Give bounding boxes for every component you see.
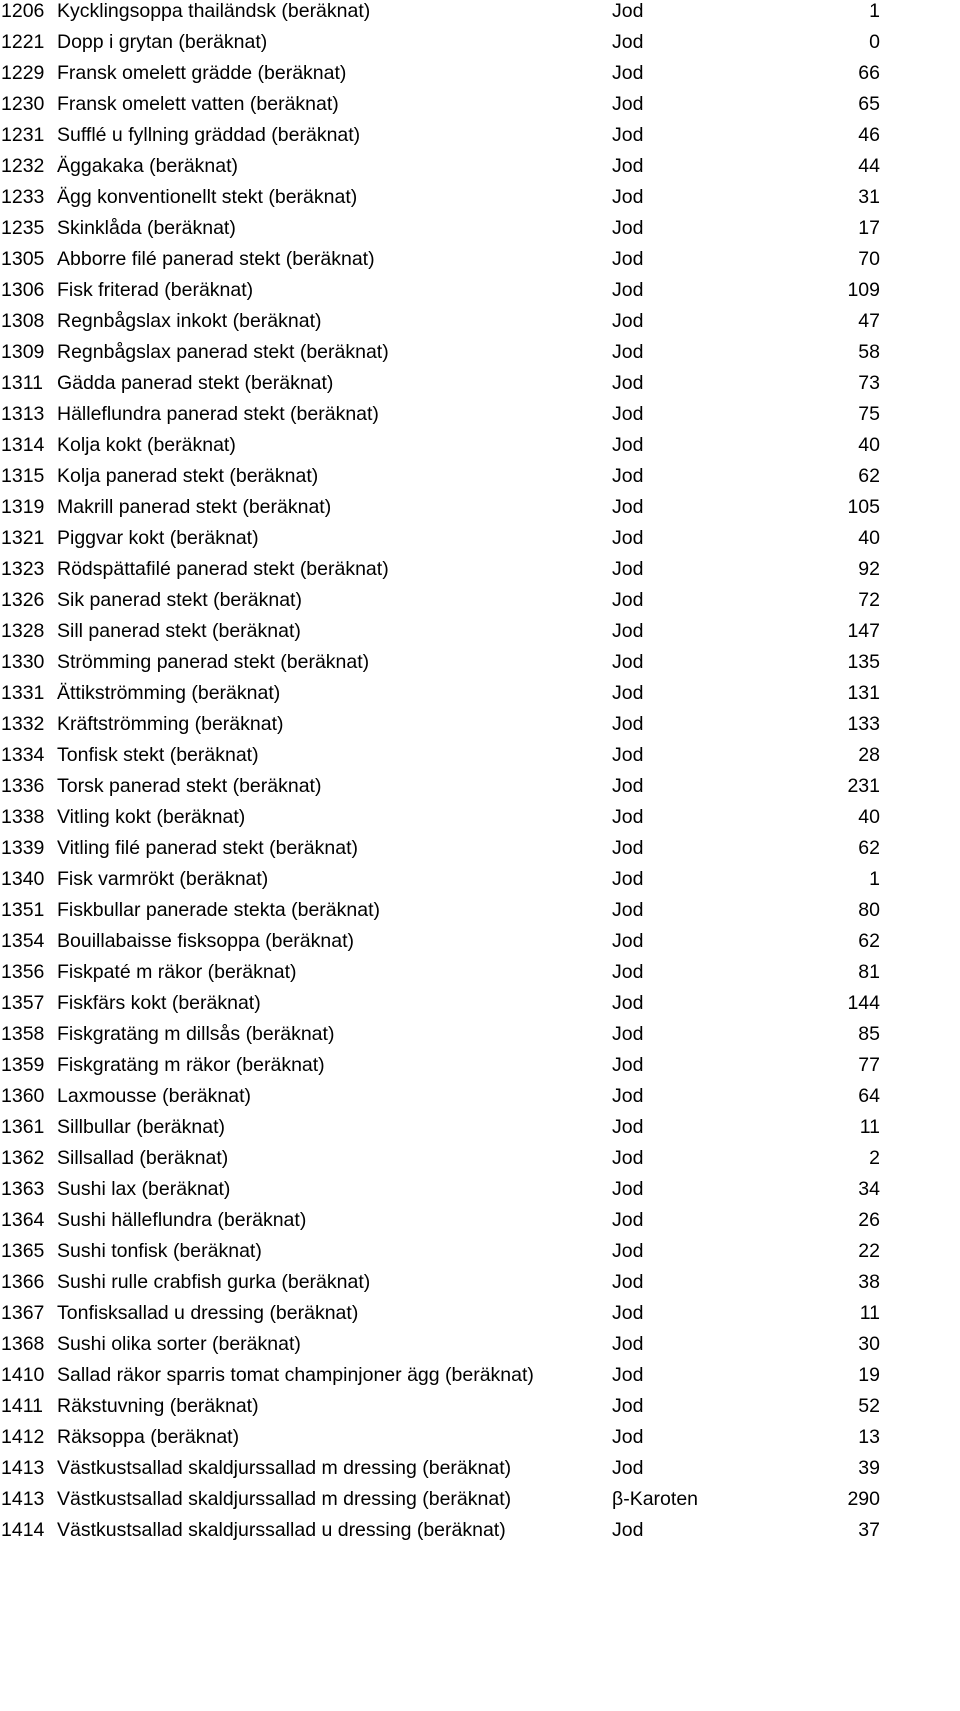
- food-name: Ägg konventionellt stekt (beräknat): [57, 186, 358, 208]
- nutrient-value: 70: [858, 248, 880, 270]
- food-code: 1206: [1, 0, 45, 22]
- nutrient-name: Jod: [612, 1240, 644, 1262]
- food-name: Sushi tonfisk (beräknat): [57, 1240, 262, 1262]
- food-name: Regnbågslax panerad stekt (beräknat): [57, 341, 389, 363]
- table-row: [0, 217, 960, 248]
- nutrient-name: Jod: [612, 1085, 644, 1107]
- food-code: 1309: [1, 341, 45, 363]
- food-code: 1340: [1, 868, 45, 890]
- food-name: Sushi olika sorter (beräknat): [57, 1333, 301, 1355]
- nutrient-name: Jod: [612, 1395, 644, 1417]
- nutrient-name: Jod: [612, 992, 644, 1014]
- nutrient-name: Jod: [612, 961, 644, 983]
- table-row: [0, 434, 960, 465]
- food-code: 1356: [1, 961, 45, 983]
- food-code: 1305: [1, 248, 45, 270]
- table-row: [0, 186, 960, 217]
- food-name: Kycklingsoppa thailändsk (beräknat): [57, 0, 371, 22]
- food-name: Vitling kokt (beräknat): [57, 806, 246, 828]
- nutrient-value: 39: [858, 1457, 880, 1479]
- table-row: [0, 775, 960, 806]
- table-row: [0, 1519, 960, 1550]
- nutrient-name: Jod: [612, 806, 644, 828]
- food-code: 1306: [1, 279, 45, 301]
- food-name: Regnbågslax inkokt (beräknat): [57, 310, 322, 332]
- food-name: Sillbullar (beräknat): [57, 1116, 225, 1138]
- food-code: 1358: [1, 1023, 45, 1045]
- food-code: 1362: [1, 1147, 45, 1169]
- food-name: Skinklåda (beräknat): [57, 217, 236, 239]
- nutrient-value: 73: [858, 372, 880, 394]
- table-row: [0, 279, 960, 310]
- food-code: 1410: [1, 1364, 45, 1386]
- food-code: 1354: [1, 930, 45, 952]
- food-name: Kolja panerad stekt (beräknat): [57, 465, 319, 487]
- nutrient-value: 30: [858, 1333, 880, 1355]
- nutrient-name: Jod: [612, 62, 644, 84]
- nutrient-value: 85: [858, 1023, 880, 1045]
- food-code: 1368: [1, 1333, 45, 1355]
- food-name: Sallad räkor sparris tomat champinjoner ägg (beräknat): [57, 1364, 534, 1386]
- table-row: [0, 558, 960, 589]
- nutrient-name: Jod: [612, 248, 644, 270]
- table-row: [0, 930, 960, 961]
- nutrient-name: Jod: [612, 217, 644, 239]
- nutrient-name: Jod: [612, 1426, 644, 1448]
- food-code: 1413: [1, 1488, 45, 1510]
- nutrient-name: Jod: [612, 1147, 644, 1169]
- food-name: Fransk omelett grädde (beräknat): [57, 62, 347, 84]
- food-code: 1314: [1, 434, 45, 456]
- nutrient-name: Jod: [612, 930, 644, 952]
- food-code: 1328: [1, 620, 45, 642]
- table-row: [0, 1457, 960, 1488]
- nutrient-name: Jod: [612, 744, 644, 766]
- food-code: 1334: [1, 744, 45, 766]
- table-row: [0, 806, 960, 837]
- nutrient-value: 2: [869, 1147, 880, 1169]
- food-name: Kolja kokt (beräknat): [57, 434, 236, 456]
- nutrient-name: Jod: [612, 868, 644, 890]
- food-code: 1357: [1, 992, 45, 1014]
- food-name: Västkustsallad skaldjurssallad m dressing (beräknat): [57, 1457, 512, 1479]
- nutrient-value: 109: [847, 279, 880, 301]
- nutrient-name: Jod: [612, 341, 644, 363]
- food-code: 1235: [1, 217, 45, 239]
- food-name: Fisk friterad (beräknat): [57, 279, 254, 301]
- table-row: [0, 1364, 960, 1395]
- table-row: [0, 899, 960, 930]
- nutrient-value: 28: [858, 744, 880, 766]
- nutrient-value: 290: [847, 1488, 880, 1510]
- food-name: Dopp i grytan (beräknat): [57, 31, 268, 53]
- food-name: Ättikströmming (beräknat): [57, 682, 281, 704]
- table-row: [0, 1488, 960, 1519]
- table-row: [0, 868, 960, 899]
- food-name: Fiskgratäng m räkor (beräknat): [57, 1054, 325, 1076]
- nutrient-name: Jod: [612, 1271, 644, 1293]
- nutrient-name: Jod: [612, 899, 644, 921]
- table-row: [0, 248, 960, 279]
- food-code: 1360: [1, 1085, 45, 1107]
- table-row: [0, 372, 960, 403]
- nutrient-name: Jod: [612, 527, 644, 549]
- food-name: Västkustsallad skaldjurssallad u dressing (beräknat): [57, 1519, 506, 1541]
- nutrient-name: Jod: [612, 186, 644, 208]
- nutrient-value: 34: [858, 1178, 880, 1200]
- table-row: [0, 651, 960, 682]
- food-code: 1321: [1, 527, 45, 549]
- nutrient-name: Jod: [612, 124, 644, 146]
- food-name: Laxmousse (beräknat): [57, 1085, 252, 1107]
- nutrient-value: 46: [858, 124, 880, 146]
- nutrient-value: 17: [858, 217, 880, 239]
- nutrient-name: Jod: [612, 651, 644, 673]
- table-row: [0, 31, 960, 62]
- nutrient-name: Jod: [612, 558, 644, 580]
- table-row: [0, 1085, 960, 1116]
- food-name: Sushi hälleflundra (beräknat): [57, 1209, 307, 1231]
- nutrient-name: Jod: [612, 1023, 644, 1045]
- food-code: 1232: [1, 155, 45, 177]
- table-row: [0, 992, 960, 1023]
- table-row: [0, 155, 960, 186]
- table-row: [0, 1333, 960, 1364]
- nutrient-name: Jod: [612, 31, 644, 53]
- nutrient-value: 66: [858, 62, 880, 84]
- nutrient-name: Jod: [612, 620, 644, 642]
- table-row: [0, 403, 960, 434]
- nutrient-name: Jod: [612, 837, 644, 859]
- nutrient-value: 231: [847, 775, 880, 797]
- food-name: Vitling filé panerad stekt (beräknat): [57, 837, 358, 859]
- table-row: [0, 62, 960, 93]
- food-code: 1367: [1, 1302, 45, 1324]
- food-name: Fisk varmrökt (beräknat): [57, 868, 269, 890]
- table-row: [0, 837, 960, 868]
- nutrient-name: Jod: [612, 1178, 644, 1200]
- nutrient-name: Jod: [612, 310, 644, 332]
- food-name: Kräftströmming (beräknat): [57, 713, 284, 735]
- table-row: [0, 465, 960, 496]
- table-row: [0, 1023, 960, 1054]
- nutrient-name: Jod: [612, 1116, 644, 1138]
- nutrient-name: Jod: [612, 775, 644, 797]
- food-code: 1330: [1, 651, 45, 673]
- nutrient-value: 144: [847, 992, 880, 1014]
- nutrient-value: 38: [858, 1271, 880, 1293]
- nutrient-value: 47: [858, 310, 880, 332]
- food-code: 1319: [1, 496, 45, 518]
- food-code: 1331: [1, 682, 45, 704]
- food-name: Sufflé u fyllning gräddad (beräknat): [57, 124, 361, 146]
- nutrient-value: 19: [858, 1364, 880, 1386]
- table-row: [0, 93, 960, 124]
- nutrient-name: Jod: [612, 1457, 644, 1479]
- food-name: Räkstuvning (beräknat): [57, 1395, 259, 1417]
- nutrient-name: Jod: [612, 589, 644, 611]
- nutrient-value: 65: [858, 93, 880, 115]
- nutrient-value: 26: [858, 1209, 880, 1231]
- nutrient-value: 75: [858, 403, 880, 425]
- food-code: 1315: [1, 465, 45, 487]
- food-code: 1364: [1, 1209, 45, 1231]
- food-name: Sillsallad (beräknat): [57, 1147, 229, 1169]
- food-name: Fiskbullar panerade stekta (beräknat): [57, 899, 380, 921]
- nutrient-name: Jod: [612, 1364, 644, 1386]
- nutrient-value: 1: [869, 868, 880, 890]
- nutrient-value: 44: [858, 155, 880, 177]
- nutrient-value: 131: [847, 682, 880, 704]
- table-row: [0, 589, 960, 620]
- food-name: Sushi lax (beräknat): [57, 1178, 231, 1200]
- nutrient-value: 11: [859, 1116, 880, 1138]
- nutrient-value: 64: [858, 1085, 880, 1107]
- nutrient-name: Jod: [612, 1054, 644, 1076]
- nutrient-value: 77: [858, 1054, 880, 1076]
- food-code: 1336: [1, 775, 45, 797]
- food-code: 1351: [1, 899, 45, 921]
- nutrient-value: 80: [858, 899, 880, 921]
- nutrient-value: 0: [869, 31, 880, 53]
- food-code: 1311: [1, 372, 43, 394]
- table-row: [0, 0, 960, 31]
- table-row: [0, 682, 960, 713]
- nutrient-value: 62: [858, 837, 880, 859]
- food-name: Bouillabaisse fisksoppa (beräknat): [57, 930, 354, 952]
- table-row: [0, 1178, 960, 1209]
- food-code: 1339: [1, 837, 45, 859]
- food-code: 1412: [1, 1426, 45, 1448]
- nutrient-name: Jod: [612, 682, 644, 704]
- food-code: 1359: [1, 1054, 45, 1076]
- food-name: Abborre filé panerad stekt (beräknat): [57, 248, 375, 270]
- nutrient-name: Jod: [612, 496, 644, 518]
- food-name: Gädda panerad stekt (beräknat): [57, 372, 334, 394]
- food-name: Hälleflundra panerad stekt (beräknat): [57, 403, 379, 425]
- food-name: Sik panerad stekt (beräknat): [57, 589, 302, 611]
- food-code: 1221: [1, 31, 45, 53]
- nutrient-value: 62: [858, 465, 880, 487]
- food-name: Tonfisk stekt (beräknat): [57, 744, 259, 766]
- table-row: [0, 527, 960, 558]
- food-code: 1413: [1, 1457, 45, 1479]
- table-row: [0, 341, 960, 372]
- food-name: Sill panerad stekt (beräknat): [57, 620, 301, 642]
- nutrient-name: Jod: [612, 465, 644, 487]
- food-code: 1233: [1, 186, 45, 208]
- nutrient-value: 92: [858, 558, 880, 580]
- table-row: [0, 713, 960, 744]
- food-code: 1231: [1, 124, 45, 146]
- food-code: 1365: [1, 1240, 45, 1262]
- food-code: 1313: [1, 403, 45, 425]
- food-name: Makrill panerad stekt (beräknat): [57, 496, 332, 518]
- food-code: 1326: [1, 589, 45, 611]
- nutrient-name: Jod: [612, 1519, 644, 1541]
- nutrient-value: 37: [858, 1519, 880, 1541]
- nutrient-name: Jod: [612, 403, 644, 425]
- food-name: Äggakaka (beräknat): [57, 155, 239, 177]
- table-row: [0, 1209, 960, 1240]
- nutrient-value: 13: [858, 1426, 880, 1448]
- nutrient-value: 135: [847, 651, 880, 673]
- table-row: [0, 124, 960, 155]
- food-code: 1338: [1, 806, 45, 828]
- table-row: [0, 1054, 960, 1085]
- food-name: Fransk omelett vatten (beräknat): [57, 93, 339, 115]
- nutrient-value: 40: [858, 434, 880, 456]
- nutrient-name: Jod: [612, 1209, 644, 1231]
- nutrient-name: β-Karoten: [612, 1488, 699, 1510]
- table-row: [0, 496, 960, 527]
- table-row: [0, 1426, 960, 1457]
- food-name: Strömming panerad stekt (beräknat): [57, 651, 370, 673]
- nutrient-value: 58: [858, 341, 880, 363]
- nutrient-value: 105: [847, 496, 880, 518]
- table-row: [0, 1395, 960, 1426]
- table-row: [0, 1116, 960, 1147]
- table-row: [0, 1147, 960, 1178]
- food-code: 1230: [1, 93, 45, 115]
- nutrient-name: Jod: [612, 372, 644, 394]
- food-code: 1361: [1, 1116, 45, 1138]
- food-code: 1411: [1, 1395, 43, 1417]
- food-name: Torsk panerad stekt (beräknat): [57, 775, 322, 797]
- nutrient-value: 40: [858, 806, 880, 828]
- food-name: Fiskfärs kokt (beräknat): [57, 992, 261, 1014]
- nutrient-value: 1: [869, 0, 880, 22]
- nutrient-value: 22: [858, 1240, 880, 1262]
- food-code: 1363: [1, 1178, 45, 1200]
- food-code: 1308: [1, 310, 45, 332]
- nutrient-name: Jod: [612, 713, 644, 735]
- food-name: Räksoppa (beräknat): [57, 1426, 240, 1448]
- food-code: 1366: [1, 1271, 45, 1293]
- nutrient-name: Jod: [612, 93, 644, 115]
- food-name: Sushi rulle crabfish gurka (beräknat): [57, 1271, 371, 1293]
- nutrient-value: 147: [847, 620, 880, 642]
- nutrient-value: 62: [858, 930, 880, 952]
- food-name: Tonfisksallad u dressing (beräknat): [57, 1302, 359, 1324]
- food-name: Fiskgratäng m dillsås (beräknat): [57, 1023, 335, 1045]
- table-row: [0, 1240, 960, 1271]
- nutrient-name: Jod: [612, 155, 644, 177]
- nutrient-value: 52: [858, 1395, 880, 1417]
- food-name: Fiskpaté m räkor (beräknat): [57, 961, 297, 983]
- food-code: 1414: [1, 1519, 45, 1541]
- food-code: 1323: [1, 558, 45, 580]
- nutrient-value: 11: [859, 1302, 880, 1324]
- food-name: Piggvar kokt (beräknat): [57, 527, 259, 549]
- nutrient-value: 31: [858, 186, 880, 208]
- table-row: [0, 1302, 960, 1333]
- table-row: [0, 1271, 960, 1302]
- food-code: 1332: [1, 713, 45, 735]
- table-row: [0, 620, 960, 651]
- food-name: Rödspättafilé panerad stekt (beräknat): [57, 558, 389, 580]
- food-code: 1229: [1, 62, 45, 84]
- nutrient-name: Jod: [612, 0, 644, 22]
- table-row: [0, 310, 960, 341]
- table-row: [0, 744, 960, 775]
- nutrient-name: Jod: [612, 279, 644, 301]
- nutrient-name: Jod: [612, 1302, 644, 1324]
- nutrient-value: 133: [847, 713, 880, 735]
- nutrient-name: Jod: [612, 1333, 644, 1355]
- nutrient-value: 40: [858, 527, 880, 549]
- nutrient-value: 81: [858, 961, 880, 983]
- table-row: [0, 961, 960, 992]
- nutrient-name: Jod: [612, 434, 644, 456]
- food-name: Västkustsallad skaldjurssallad m dressing (beräknat): [57, 1488, 512, 1510]
- nutrient-value: 72: [858, 589, 880, 611]
